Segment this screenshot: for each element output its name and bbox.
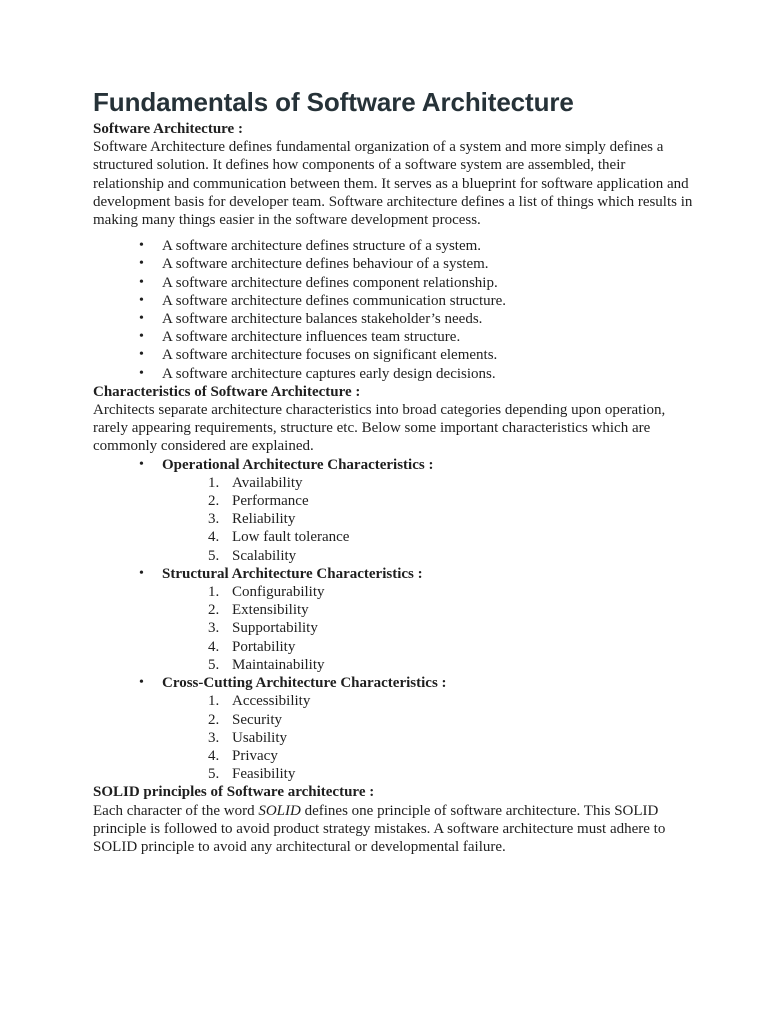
list-item-text: Usability <box>232 729 287 746</box>
category-operational <box>93 456 693 565</box>
list-item <box>162 510 693 528</box>
category-label: Structural Architecture Characteristics : <box>162 565 423 582</box>
list-number: 1. <box>208 584 220 601</box>
list-item: • A software architecture defines communication structure. <box>93 292 693 310</box>
list-number: 4. <box>208 747 220 764</box>
list-item-text: Maintainability <box>232 656 325 673</box>
list-item: • A software architecture defines component relationship. <box>93 274 693 292</box>
list-item <box>162 528 693 546</box>
list-item-text: Performance <box>232 493 309 510</box>
list-item-text: Supportability <box>232 620 318 637</box>
list-item-text: Availability <box>232 474 303 491</box>
list-item: • A software architecture defines behaviour of a system. <box>93 255 693 273</box>
category-cross-cutting <box>93 674 693 783</box>
section-heading-software-architecture: Software Architecture : <box>93 121 243 137</box>
list-number: 2. <box>208 493 220 510</box>
solid-paragraph-start: Each character of the word <box>93 802 259 819</box>
list-item <box>162 638 693 656</box>
list-item <box>162 583 693 601</box>
list-item <box>162 547 693 565</box>
list-number: 2. <box>208 602 220 619</box>
list-item-text: Reliability <box>232 511 296 528</box>
cross-cutting-list <box>162 692 693 783</box>
list-number: 4. <box>208 529 220 546</box>
list-number: 5. <box>208 547 220 564</box>
list-item: • A software architecture focuses on significant elements. <box>93 346 693 364</box>
list-item <box>162 711 693 729</box>
list-item <box>162 619 693 637</box>
list-item <box>162 474 693 492</box>
list-item <box>162 692 693 710</box>
solid-paragraph-rest: defines one principle of software architecture. This SOLID principle is followed to avoid product strategy mistakes. A software architecture must adhere to SOLID principle to avoid any architectural or developmental failure. <box>93 802 666 855</box>
architecture-bullet-list <box>93 237 693 383</box>
list-item: • A software architecture captures early design decisions. <box>93 365 693 383</box>
list-item-text: Privacy <box>232 747 278 764</box>
category-structural <box>93 565 693 674</box>
list-item-text: Feasibility <box>232 766 296 783</box>
solid-word: SOLID <box>258 802 301 819</box>
list-item-text: Low fault tolerance <box>232 529 350 546</box>
structural-list <box>162 583 693 674</box>
list-item <box>162 747 693 765</box>
operational-list <box>162 474 693 565</box>
list-item-text: Configurability <box>232 584 325 601</box>
category-label: Cross-Cutting Architecture Characteristics : <box>162 675 447 692</box>
document-page <box>93 86 693 856</box>
list-item: • A software architecture defines structure of a system. <box>93 237 693 255</box>
list-item <box>162 492 693 510</box>
list-number: 3. <box>208 620 220 637</box>
page-title: Fundamentals of Software Architecture <box>93 87 574 117</box>
list-item <box>162 656 693 674</box>
list-number: 1. <box>208 474 220 491</box>
list-item-text: Accessibility <box>232 693 311 710</box>
list-item-text: Extensibility <box>232 602 309 619</box>
list-item <box>162 601 693 619</box>
list-item: • A software architecture balances stakeholder’s needs. <box>93 310 693 328</box>
list-number: 4. <box>208 638 220 655</box>
list-item-text: Scalability <box>232 547 297 564</box>
list-item-text: Portability <box>232 638 296 655</box>
list-number: 2. <box>208 711 220 728</box>
solid-paragraph <box>93 802 693 857</box>
list-number: 3. <box>208 511 220 528</box>
list-number: 5. <box>208 656 220 673</box>
category-label: Operational Architecture Characteristics : <box>162 456 434 473</box>
intro-paragraph: Software Architecture defines fundamental organization of a system and more simply defines a structured solution. It defines how components of a software system are assembled, their relationship and communication between them. It serves as a blueprint for software application and development basis for developer team. Software architecture defines a list of things which results in making many things easier in the software development process. <box>93 139 693 229</box>
section-heading-characteristics: Characteristics of Software Architecture : <box>93 383 361 400</box>
characteristics-paragraph: Architects separate architecture characteristics into broad categories depending upon operation, rarely appearing requirements, structure etc. Below some important characteristics which are commonly considered are explained. <box>93 402 666 455</box>
list-item <box>162 765 693 783</box>
list-number: 5. <box>208 766 220 783</box>
section-heading-solid: SOLID principles of Software architecture : <box>93 784 375 801</box>
list-number: 1. <box>208 693 220 710</box>
list-item <box>162 729 693 747</box>
list-item: • A software architecture influences team structure. <box>93 328 693 346</box>
list-number: 3. <box>208 729 220 746</box>
list-item-text: Security <box>232 711 282 728</box>
characteristics-category-list <box>93 456 693 784</box>
